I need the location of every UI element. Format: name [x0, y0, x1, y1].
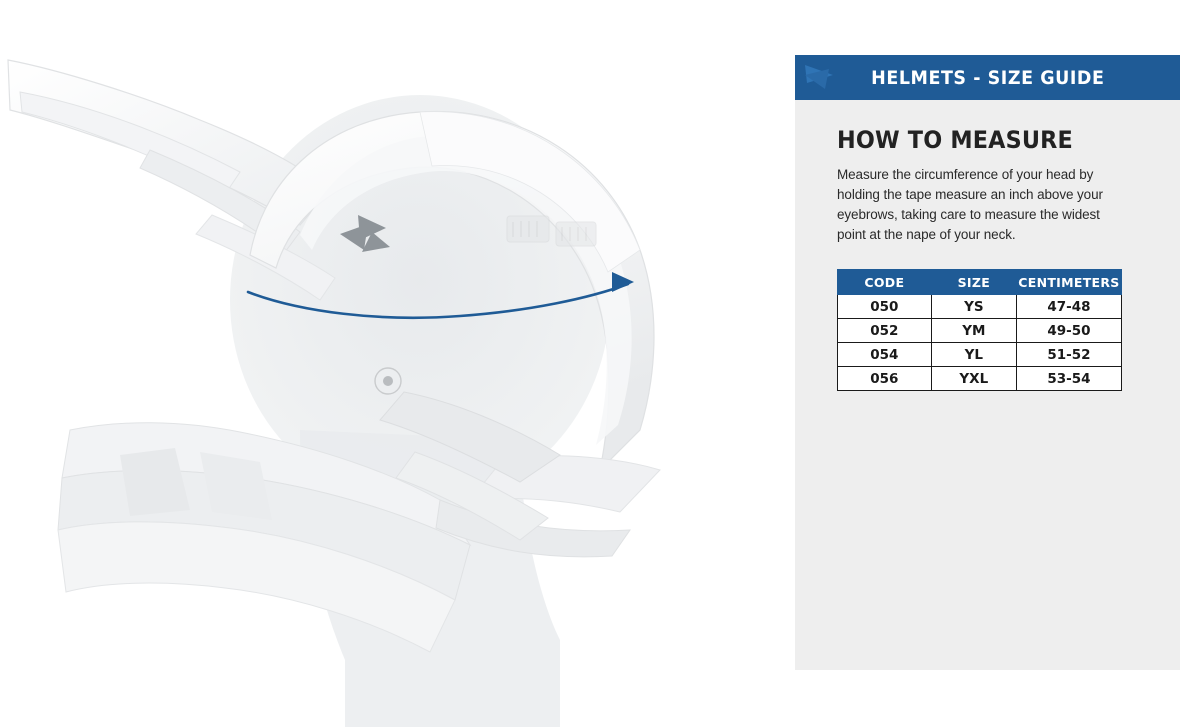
table-row [838, 343, 1122, 367]
size-guide-panel [795, 55, 1180, 670]
cell-centimeters: 47-48 [1016, 295, 1121, 319]
cell-size: YM [931, 319, 1016, 343]
size-table [837, 269, 1122, 391]
panel-body [795, 100, 1180, 391]
cell-size: YL [931, 343, 1016, 367]
panel-title: HELMETS - SIZE GUIDE [870, 66, 1105, 89]
column-header-centimeters: CENTIMETERS [1016, 270, 1121, 295]
table-row [838, 319, 1122, 343]
how-to-measure-heading: HOW TO MEASURE [837, 126, 1073, 154]
cell-size: YXL [931, 367, 1016, 391]
table-row [838, 367, 1122, 391]
cell-code: 054 [838, 343, 932, 367]
table-row [838, 295, 1122, 319]
visor-pivot-screw-icon [375, 368, 401, 394]
cell-size: YS [931, 295, 1016, 319]
cell-centimeters: 49-50 [1016, 319, 1121, 343]
cell-centimeters: 51-52 [1016, 343, 1121, 367]
column-header-code: CODE [838, 270, 932, 295]
table-header-row [838, 270, 1122, 295]
cell-centimeters: 53-54 [1016, 367, 1121, 391]
cell-code: 052 [838, 319, 932, 343]
cell-code: 050 [838, 295, 932, 319]
cell-code: 056 [838, 367, 932, 391]
acerbis-arrow-logo-icon [803, 61, 839, 93]
how-to-measure-text: Measure the circumference of your head by holding the tape measure an inch above your eyebrows, taking care to measure the widest point at the nape of your neck. [837, 167, 1103, 242]
column-header-size: SIZE [931, 270, 1016, 295]
panel-header [795, 55, 1180, 100]
